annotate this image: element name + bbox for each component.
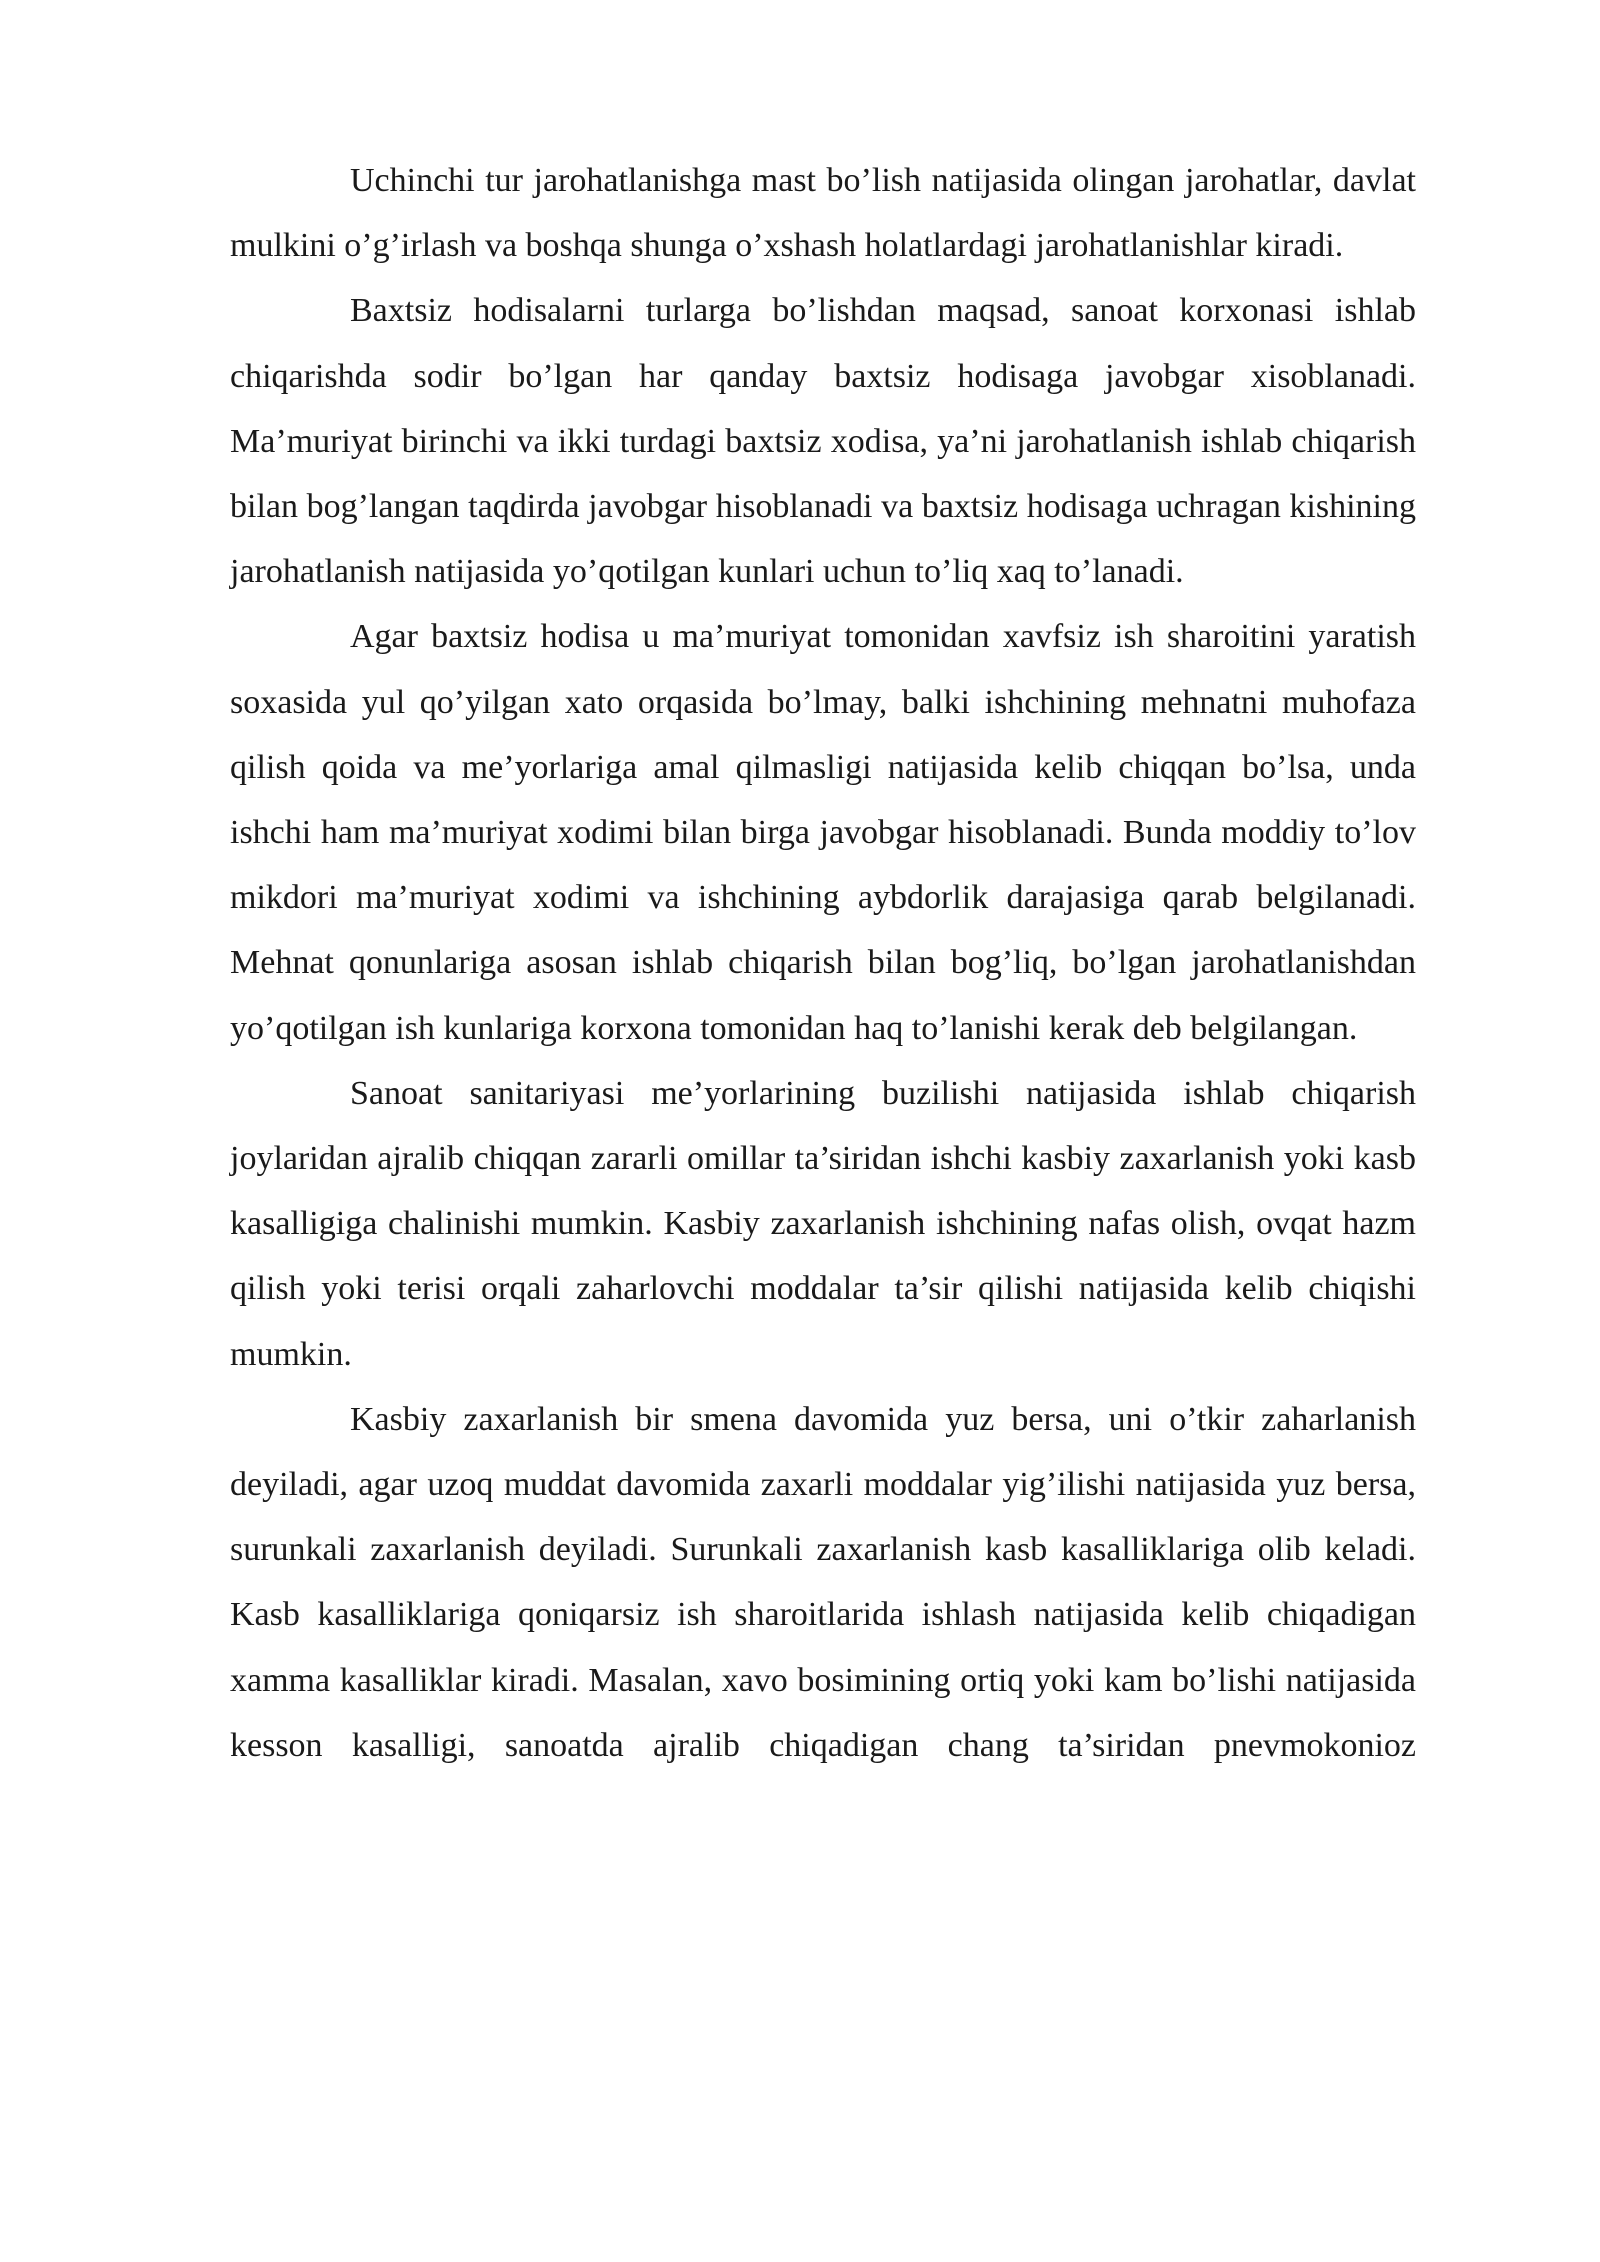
paragraph-3: Agar baxtsiz hodisa u ma’muriyat tomonidan xavfsiz ish sharoitini yaratish soxasida yul qo’yilgan xato orqasida bo’lmay, balki ishchining mehnatni muhofaza qilish qoida va me’yorlariga amal qilmasligi natijasida kelib chiqqan bo’lsa, unda ishchi ham ma’muriyat xodimi bilan birga javobgar hisoblanadi. Bunda moddiy to’lov mikdori ma’muriyat xodimi va ishchining aybdorlik darajasiga qarab belgilanadi. Mehnat qonunlariga asosan ishlab chiqarish bilan bog’liq, bo’lgan jarohatlanishdan yo’qotilgan ish kunlariga korxona tomonidan haq to’lanishi kerak deb belgilangan. xyxy=(230,618,1416,1047)
paragraph-2: Baxtsiz hodisalarni turlarga bo’lishdan maqsad, sanoat korxonasi ishlab chiqarishda sodir bo’lgan har qanday baxtsiz hodisaga javobgar xisoblanadi. Ma’muriyat birinchi va ikki turdagi baxtsiz xodisa, ya’ni jarohatlanish ishlab chiqarish bilan bog’langan taqdirda javobgar hisoblanadi va baxtsiz hodisaga uchragan kishining jarohatlanish natijasida yo’qotilgan kunlari uchun to’liq xaq to’lanadi. xyxy=(230,292,1416,591)
document-body xyxy=(230,148,1416,1778)
paragraph-1: Uchinchi tur jarohatlanishga mast bo’lish natijasida olingan jarohatlar, davlat mulkini o’g’irlash va boshqa shunga o’xshash holatlardagi jarohatlanishlar kiradi. xyxy=(230,162,1416,265)
paragraph-5: Kasbiy zaxarlanish bir smena davomida yuz bersa, uni o’tkir zaharlanish deyiladi, agar uzoq muddat davomida zaxarli moddalar yig’ilishi natijasida yuz bersa, surunkali zaxarlanish deyiladi. Surunkali zaxarlanish kasb kasalliklariga olib keladi. Kasb kasalliklariga qoniqarsiz ish sharoitlarida ishlash natijasida kelib chiqadigan xamma kasalliklar kiradi. Masalan, xavo bosimining ortiq yoki kam bo’lishi natijasida kesson kasalligi, sanoatda ajralib chiqadigan chang ta’siridan pnevmokonioz xyxy=(230,1400,1416,1764)
paragraph-4: Sanoat sanitariyasi me’yorlarining buzilishi natijasida ishlab chiqarish joylaridan ajralib chiqqan zararli omillar ta’siridan ishchi kasbiy zaxarlanish yoki kasb kasalligiga chalinishi mumkin. Kasbiy zaxarlanish ishchining nafas olish, ovqat hazm qilish yoki terisi orqali zaharlovchi moddalar ta’sir qilishi natijasida kelib chiqishi mumkin. xyxy=(230,1074,1416,1373)
